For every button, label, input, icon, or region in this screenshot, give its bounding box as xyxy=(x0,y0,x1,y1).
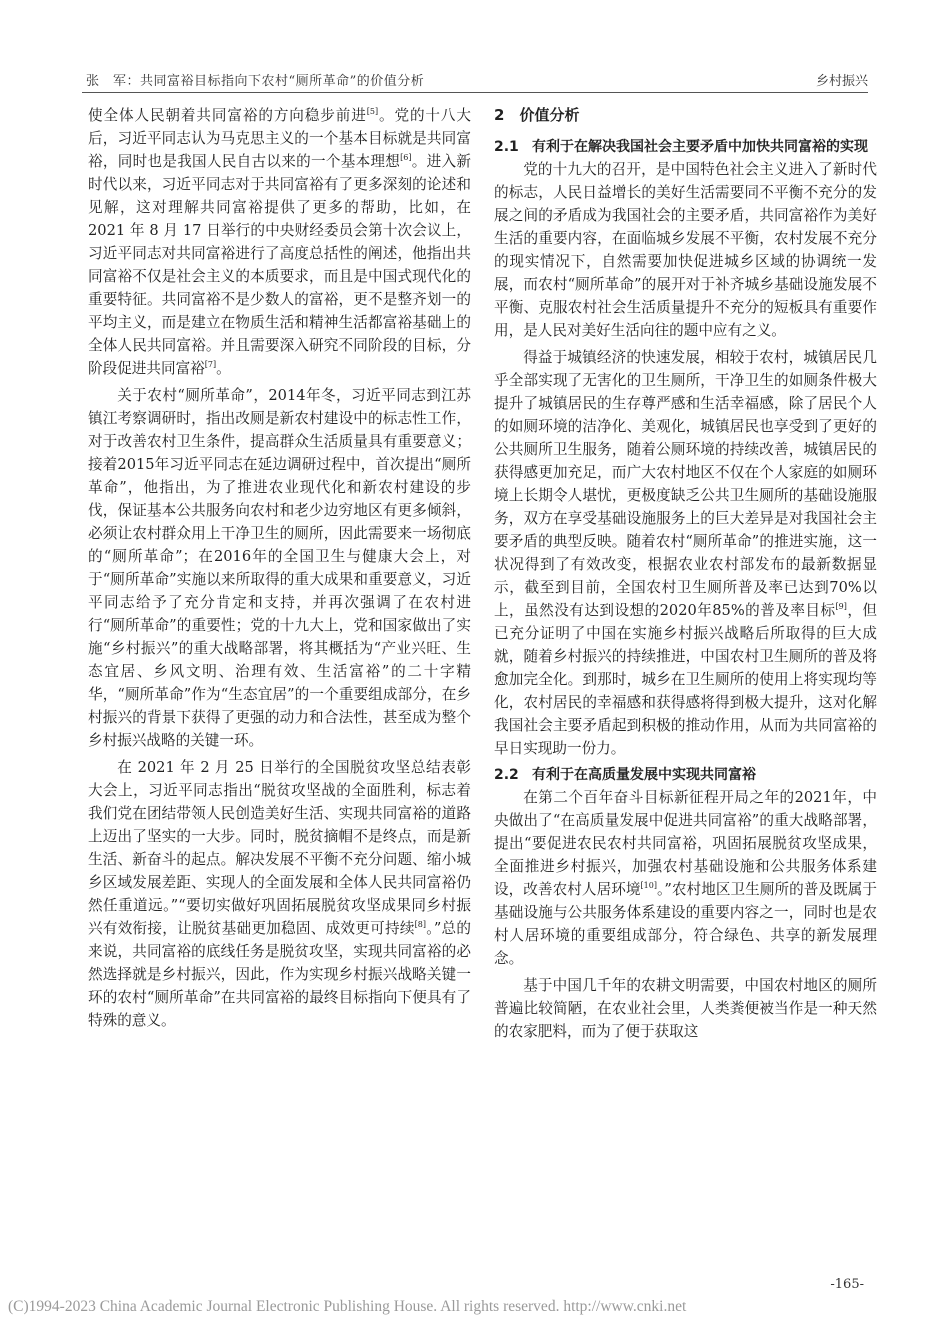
running-header-title: 张 军：共同富裕目标指向下农村“厕所革命”的价值分析 xyxy=(86,74,425,89)
header-divider xyxy=(82,92,868,93)
citation-ref[interactable]: [9] xyxy=(835,602,847,612)
paragraph: 关于农村“厕所革命”，2014年冬，习近平同志到江苏镇江考察调研时，指出改厕是新农村建设中的标志性工作，对于改善农村卫生条件，提高群众生活质量具有重要意义；接着2015年习近平同志在延边调研过程中，首次提出“厕所革命”，他指出，为了推进农业现代化和新农村建设的步伐，保证基本公共服务向农村和老少边穷地区有更多倾斜，必须让农村群众用上干净卫生的厕所，因此需要来一场彻底的“厕所革命”；在2016年的全国卫生与健康大会上，对于“厕所革命”实施以来所取得的重大成果和重要意义，习近平同志给予了充分肯定和支持，并再次强调了在农村进行“厕所革命”的重要性；党的十九大上，党和国家做出了实施“乡村振兴”的重大战略部署，将其概括为“产业兴旺、生态宜居、乡风文明、治理有效、生活富裕”的二十字精华，“厕所革命”作为“生态宜居”的一个重要组成部分，在乡村振兴的背景下获得了更强的动力和合法性，甚至成为整个乡村振兴战略的关键一环。 xyxy=(88,387,471,749)
right-column xyxy=(494,104,877,1043)
subsection-number: 2.1 xyxy=(494,139,519,155)
section-number: 2 xyxy=(494,106,505,124)
paragraph: 基于中国几千年的农耕文明需要，中国农村地区的厕所普遍比较简陋，在农业社会里，人类粪便被当作是一种天然的农家肥料，而为了便于获取这 xyxy=(494,977,877,1040)
citation-ref[interactable]: [7] xyxy=(204,360,217,370)
subsection-title: 有利于在高质量发展中实现共同富裕 xyxy=(532,767,756,783)
citation-ref[interactable]: [6] xyxy=(400,153,412,163)
paragraph: 在 2021 年 2 月 25 日举行的全国脱贫攻坚总结表彰大会上，习近平同志指出“脱贫攻坚战的全面胜利，标志着我们党在团结带领人民创造美好生活、实现共同富裕的道路上迈出了坚实的一大步。同时，脱贫摘帽不是终点，而是新生活、新奋斗的起点。解决发展不平衡不充分问题、缩小城乡区域发展差距、实现人的全面发展和全体人民共同富裕仍然任重道远。”“要切实做好巩固拓展脱贫攻坚成果同乡村振兴有效衔接，让脱贫基础更加稳固、成效更可持续[8]。”总的来说，共同富裕的底线任务是脱贫攻坚，实现共同富裕的必然选择就是乡村振兴，因此，作为实现乡村振兴战略关键一环的农村“厕所革命”在共同富裕的最终目标指向下便具有了特殊的意义。 xyxy=(88,759,471,1029)
citation-ref[interactable]: [5] xyxy=(366,107,379,117)
subsection-heading xyxy=(494,136,877,158)
subsection-heading xyxy=(494,764,877,786)
paragraph: 党的十九大的召开，是中国特色社会主义进入了新时代的标志，人民日益增长的美好生活需要同不平衡不充分的发展之间的矛盾成为我国社会的主要矛盾，共同富裕作为美好生活的重要内容，在面临城乡发展不平衡，农村发展不充分的现实情况下，自然需要加快促进城乡区域的协调统一发展，而农村“厕所革命”的展开对于补齐城乡基础设施发展不平衡、克服农村社会生活质量提升不充分的短板具有重要作用，是人民对美好生活向往的题中应有之义。 xyxy=(494,161,877,339)
citation-ref[interactable]: [10] xyxy=(640,881,657,891)
copyright-footer: (C)1994-2023 China Academic Journal Electronic Publishing House. All rights reserved. http://www.cnki.net xyxy=(8,1298,687,1315)
paragraph: 得益于城镇经济的快速发展，相较于农村，城镇居民几乎全部实现了无害化的卫生厕所，干净卫生的如厕条件极大提升了城镇居民的生存尊严感和生活幸福感，除了居民个人的如厕环境的洁净化、美观化，城镇居民也享受到了更好的公共厕所卫生服务，随着公厕环境的持续改善，城镇居民的获得感更加充足，而广大农村地区不仅在个人家庭的如厕环境上长期令人堪忧，更极度缺乏公共卫生厕所的基础设施服务，双方在享受基础设施服务上的巨大差异是对我国社会主要矛盾的典型反映。随着农村“厕所革命”的推进实施，这一状况得到了有效改变，根据农业农村部发布的最新数据显示，截至到目前，全国农村卫生厕所普及率已达到70%以上，虽然没有达到设想的2020年85%的普及率目标[9]，但已充分证明了中国在实施乡村振兴战略后所取得的巨大成就，随着乡村振兴的持续推进，中国农村卫生厕所的普及将愈加完全化。到那时，城乡在卫生厕所的使用上将实现均等化，农村居民的幸福感和获得感将得到极大提升，这对化解我国社会主要矛盾起到积极的推动作用，从而为共同富裕的早日实现助一份力。 xyxy=(494,349,877,757)
subsection-title: 有利于在解决我国社会主要矛盾中加快共同富裕的实现 xyxy=(532,139,868,155)
left-column xyxy=(88,104,471,1032)
paragraph: 在第二个百年奋斗目标新征程开局之年的2021年，中央做出了“在高质量发展中促进共同富裕”的重大战略部署，提出“要促进农民农村共同富裕，巩固拓展脱贫攻坚成果，全面推进乡村振兴，加强农村基础设施和公共服务体系建设，改善农村人居环境[10]。”农村地区卫生厕所的普及既属于基础设施与公共服务体系建设的重要内容之一，同时也是农村人居环境的重要组成部分，符合绿色、共享的新发展理念。 xyxy=(494,789,877,967)
running-header-section: 乡村振兴 xyxy=(815,74,868,89)
section-title: 价值分析 xyxy=(519,106,580,124)
page-number: -165- xyxy=(830,1277,864,1292)
citation-ref[interactable]: [8] xyxy=(414,920,427,930)
subsection-number: 2.2 xyxy=(494,767,519,783)
section-heading xyxy=(494,104,877,126)
paragraph: 使全体人民朝着共同富裕的方向稳步前进[5]。党的十八大后，习近平同志认为马克思主义的一个基本目标就是共同富裕，同时也是我国人民自古以来的一个基本理想[6]。进入新时代以来，习近平同志对于共同富裕有了更多深刻的论述和见解，这对理解共同富裕提供了更多的帮助，比如，在2021 年 8 月 17 日举行的中央财经委员会第十次会议上，习近平同志对共同富裕进行了高度总括性的阐述，他指出共同富裕不仅是社会主义的本质要求，而且是中国式现代化的重要特征。共同富裕不是少数人的富裕，更不是整齐划一的平均主义，而是建立在物质生活和精神生活都富裕基础上的全体人民共同富裕。并且需要深入研究不同阶段的目标，分阶段促进共同富裕[7]。 xyxy=(88,107,471,377)
